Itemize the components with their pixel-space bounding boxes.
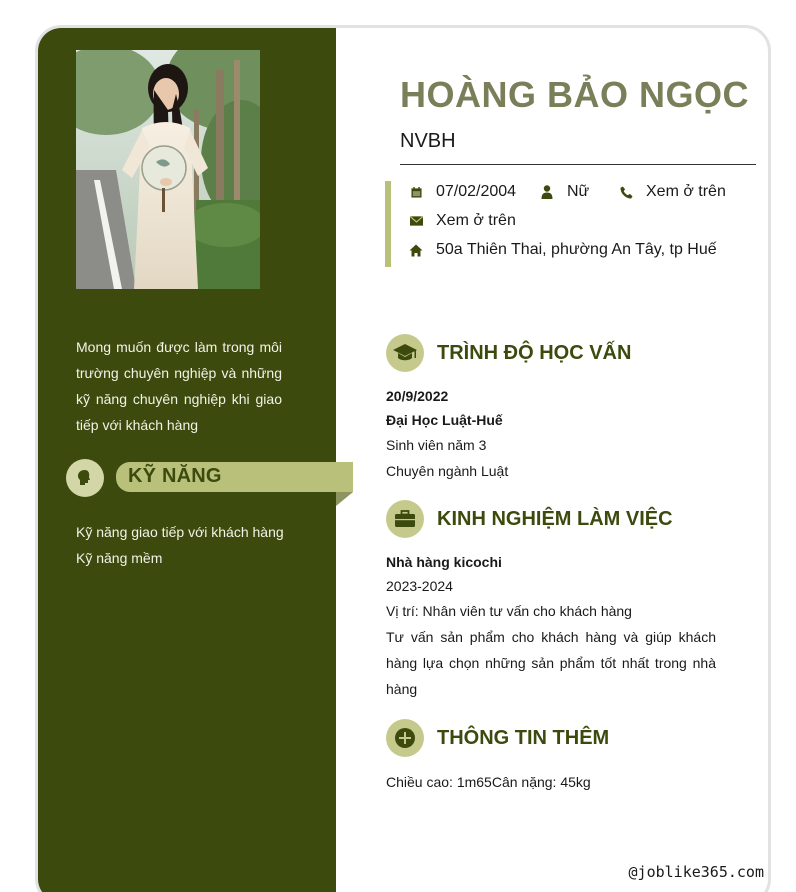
additional-header [386,719,609,757]
additional-title: THÔNG TIN THÊM [437,726,610,749]
phone-item [619,183,726,201]
plus-circle-icon [386,719,424,757]
experience-company: Nhà hàng kicochi [386,554,502,570]
experience-period: 2023-2024 [386,578,453,594]
education-header [386,334,631,372]
watermark: @joblike365.com [628,863,764,881]
additional-text: Chiều cao: 1m65Cân nặng: 45kg [386,774,591,790]
home-icon [409,243,423,257]
email-value: Xem ở trên [436,212,516,229]
birthdate-value: 07/02/2004 [436,183,517,200]
skill-item: Kỹ năng giao tiếp với khách hàng [76,524,284,540]
education-body [386,384,716,484]
education-major: Chuyên ngành Luật [386,463,509,479]
address-item [409,241,717,259]
person-icon [540,185,554,199]
experience-body [386,550,716,702]
skills-list [76,519,284,571]
experience-position: Vị trí: Nhân viên tư vấn cho khách hàng [386,603,632,619]
gender-value: Nữ [567,183,590,200]
education-school: Đại Học Luật-Huế [386,412,503,428]
address-value: 50a Thiên Thai, phường An Tây, tp Huế [436,241,717,258]
additional-body [386,770,716,794]
email-icon [409,214,423,228]
career-objective: Mong muốn được làm trong môi trường chuyên nghiệp và những kỹ năng chuyên nghiệp khi giao tiếp với khách hàng [76,339,282,433]
experience-header [386,500,673,538]
skills-header [66,458,356,514]
contact-info [385,181,771,267]
experience-description: Tư vấn sản phẩm cho khách hàng và giúp khách hàng lựa chọn những sản phẩm tốt nhất trong nhà hàng [386,629,716,697]
birthdate-item [409,183,516,201]
candidate-name: HOÀNG BẢO NGỌC [400,74,749,115]
skill-item: Kỹ năng mềm [76,550,163,566]
sidebar [38,28,336,892]
calendar-icon [409,185,423,199]
education-detail: Sinh viên năm 3 [386,437,487,453]
name-divider [400,164,756,165]
candidate-role: NVBH [400,130,456,152]
skills-banner-fold [336,492,353,506]
brain-icon [66,459,104,497]
gender-item [540,183,589,201]
skills-title: KỸ NĂNG [128,465,222,487]
briefcase-icon [386,500,424,538]
graduation-cap-icon [386,334,424,372]
email-item [409,212,516,230]
contact-accent-bar [385,181,391,267]
education-date: 20/9/2022 [386,388,449,404]
cv-page [35,25,771,892]
phone-icon [619,185,633,199]
phone-value: Xem ở trên [646,183,726,200]
education-title: TRÌNH ĐỘ HỌC VẤN [437,341,632,364]
experience-title: KINH NGHIỆM LÀM VIỆC [437,507,673,530]
profile-photo [76,50,260,289]
